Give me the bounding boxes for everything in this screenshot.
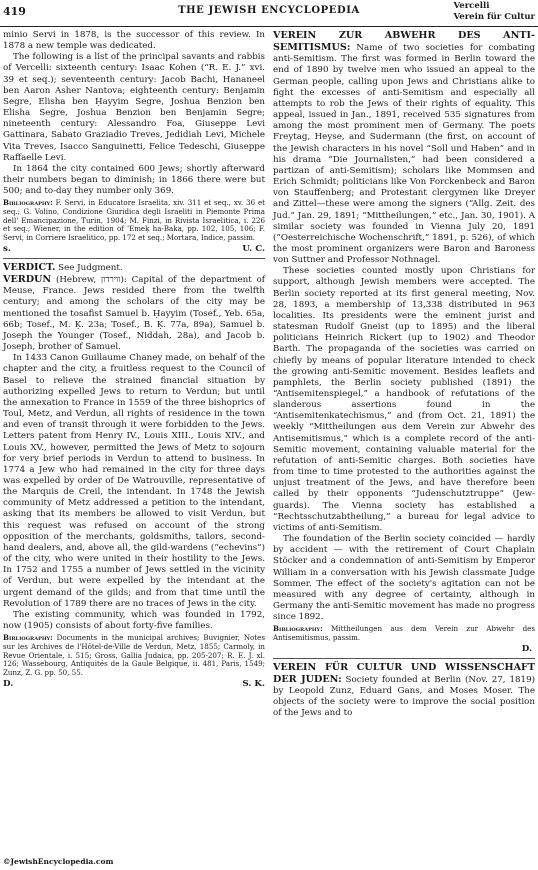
bibliography-label: Bibliography: <box>3 198 53 208</box>
bibliography-text: Documents in the municipal archives; Buvignier, Notes sur les Archives de l'Hôtel-de-Ville de Verdun, Metz, 1855; Carmoly, in Revue Orientale, i. 515; Gross, Gallia Judaica, pp. 205-207; R. E. J. xl. 126; Wassebourg, Antiquités de la Gaule Belgique, ii. 481, Paris, 1549; Zunz, Z. G. pp. 50, 55. <box>3 633 265 677</box>
entry-verdict <box>3 262 265 274</box>
divider <box>273 658 535 659</box>
signature-right: S. K. <box>242 678 265 689</box>
bibliography <box>3 634 265 678</box>
headword: VERDICT. <box>3 262 56 274</box>
entry-verdun <box>3 274 265 353</box>
entry-text: Capital of the department of Meuse, France. Jews resided there from the twelfth century; and among the scholars of the city may be mentioned the tosafist Samuel b. Ḥayyim (Tosef., Yeb. 65a, 66b; Tosef., M. Ḳ. 23a; Tosef., B. Ḳ. 77a, 89a), Samuel b. Joseph the Younger (Tosef., Niddah, 28a), and Jacob b. Joseph, brother of Samuel. <box>3 275 265 353</box>
signature-line <box>3 679 265 690</box>
left-column <box>3 30 265 692</box>
paragraph: The foundation of the Berlin society coincided — hardly by accident — with the retirement of Court Chaplain Stöcker and a condemnation of anti-Semitism by Emperor William in a conversation with his Jewish classmate Judge Sommer. The effect of the society's agitation can not be measured with any degree of certainty, although in Germany the anti-Semitic movement has made no progress since 1892. <box>273 534 535 623</box>
paragraph: In 1433 Canon Guillaume Chaney made, on behalf of the chapter and the city, a fruitless request to the Council of Basel to relieve the strained financial situation by authorizing expelled Jews to return to Verdun; but until the annexation to France in 1559 of the three bishoprics of Toul, Metz, and Verdun, all rights of residence in the town and even of transit through it were forbidden to the Jews. Letters patent from Henry IV., Louis XIII., Louis XIV., and Louis XV., however, permitted the Jews of Metz to sojourn for very brief periods in Verdun to attend to business. In 1774 a Jew who had remained in the city for three days was expelled by order of De Watrouville, representative of the Marquis de Creil, the intendant. In 1748 the Jewish community of Metz addressed a petition to the intendant, asking that its members be allowed to visit Verdun, but this request was refused on account of the strong opposition of the merchants, goldsmiths, tailors, second-hand dealers, and, above all, the gild-wardens (“echevins”) of the city, who were united in their hostility to the Jews. In 1752 and 1755 a number of Jews settled in the vicinity of Verdun, but were expelled by the intendant at the urgent demand of the gilds; and from that time until the Revolution of 1789 there are no traces of Jews in the city. <box>3 353 265 609</box>
paragraph: The following is a list of the principal savants and rabbis of Vercelli: sixteenth century: Isaac Kohen (“R. E. J.” xvi. 39 et seq.); seventeenth century: Jacob Bachi, Hananeel ben Aaron Asher Nantova; eighteenth century: Benjamin Segre, Elisha ben Ḥayyim Segre, Joshua Benzion ben Elisha Segre, Joshua Benzion ben Benjamin Segre; nineteenth century: Alessandro Foa, Giuseppe Levi Gattinara, Sabato Graziadio Treves, Jedidiah Levi, Michele Vita Treves, Isacco Sanguinetti, Felice Tedeschi, Giuseppe Raffaelle Levi. <box>3 52 265 163</box>
running-title: THE JEWISH ENCYCLOPEDIA <box>178 5 360 16</box>
signature-left: D. <box>3 678 14 689</box>
entry-verein-abwehr <box>273 30 535 266</box>
signature-right: D. <box>521 643 532 654</box>
bibliography-label: Bibliography: <box>3 633 53 643</box>
divider <box>3 258 265 259</box>
catchwords <box>453 1 535 23</box>
headword: VERDUN <box>3 274 52 286</box>
bibliography-text: F. Servi, in Educatore Israelita, xiv. 311 et seq., xv. 36 et seq.; G. Volino, Condizione Giuridica degli Israeliti in Piemonte Prima dell' Emancipazione, Turin, 1904; M. Finzi, in Rivista Israelitica, i. 226 et seq.; Wiener, in the edition of 'Emeḳ ha-Baka, pp. 102, 105, 106; F. Servi, in Corriere Israelitico, pp. 172 et seq.; Mortara, Indice, passim. <box>3 198 265 243</box>
signature-left: s. <box>3 243 11 254</box>
entry-text: Society founded at Berlin (Nov. 27, 1819) by Leopold Zunz, Eduard Gans, and Moses Moser. The objects of the society were to improve the social position of the Jews and to <box>273 675 535 719</box>
paragraph: The existing community, which was founded in 1792, now (1905) consists of about forty-five families. <box>3 609 265 632</box>
headword: VEREIN ZUR ABWEHR DES ANTI-SEMITISMUS: <box>273 30 535 54</box>
page-number: 419 <box>3 5 26 18</box>
bibliography <box>3 199 265 243</box>
page-header <box>0 0 538 27</box>
entry-text: See Judgment. <box>55 263 123 274</box>
paragraph: minio Servi in 1878, is the successor of this review. In 1878 a new temple was dedicated. <box>3 30 265 52</box>
bibliography <box>273 625 535 642</box>
bibliography-text: Mittheilungen aus dem Verein zur Abwehr des Antisemitismus, passim. <box>273 624 535 642</box>
signature-line <box>3 244 265 255</box>
signature-right: U. C. <box>242 243 265 254</box>
catchword-top: Vercelli <box>453 1 490 11</box>
right-column <box>273 30 535 720</box>
entry-text: Name of two societies for combating anti-Semitism. The first was formed in Berlin toward the end of 1890 by twelve men who issued an appeal to the German people, calling upon Jews and Christians alike to fight the excesses of anti-Semitism and especially all attempts to rob the Jews of their rights of equality. This appeal, issued in Jan., 1891, received 535 signatures from among the most prominent men of Germany. The poets Freytag, Heyse, and Sudermann (the first, on account of the Jewish characters in his novel “Soll und Haben” and in his drama “Die Journalisten,” had been considered a partizan of anti-Semitism); scholars like Mommsen and Erich Schmidt; politicians like Von Forckenbeck and Baron von Stauffenberg; and Protestant clergymen like Dreyer and Zittel—these were among the signers (“Allg. Zeit. des Jud.” Jan. 29, 1891; “Mittheilungen,” etc., Jan. 30, 1901). A similar society was founded in Vienna July 20, 1891 (“Oesterreichische Wochenschrift,” 1891, p. 526), of which the most prominent organizers were Baron and Baroness von Suttner and Professor Nothnagel. <box>273 43 535 266</box>
entry-verein-cultur <box>273 662 535 720</box>
hebrew-name: (Hebrew, ווירדון): <box>51 275 132 286</box>
catchword-bottom: Verein für Cultur <box>453 12 535 22</box>
signature-line <box>273 644 535 655</box>
bibliography-label: Bibliography: <box>273 624 323 634</box>
paragraph: In 1864 the city contained 600 Jews; shortly afterward their numbers began to diminish; in 1866 there were but 500; and to-day they number only 369. <box>3 163 265 197</box>
paragraph: These societies counted mostly upon Christians for support, although Jewish members were accepted. The Berlin society reported at its first general meeting, Nov. 28, 1893, a membership of 13,338 distributed in 963 localities. Its presidents were the eminent jurist and statesman Rudolf Gneist (up to 1895) and the liberal politicians Heinrich Rickert (up to 1902) and Theodor Barth. The propaganda of the societies was carried on chiefly by means of popular literature intended to check the growing anti-Semitic movement. Besides leaflets and pamphlets, the Berlin society published (1891) the “Antisemitenspiegel,” a handbook of refutations of the slanderous assertions found in the “Antisemitenkatechismus,” and (from Oct. 21, 1891) the weekly “Mittheilungen aus dem Verein zur Abwehr des Antisemitismus,” which is a complete record of the anti-Semitic movement, containing valuable material for the refutation of anti-Semitic charges. Both societies have from time to time protested to the authorities against the unjust treatment of the Jews, and have therefore been called by their opponents “Judenschutztruppe” (Jew-guards). The Vienna society has established a “Rechtsschutzabtheilung,” a bureau for legal advice to victims of anti-Semitism. <box>273 266 535 533</box>
site-credit: ©JewishEncyclopedia.com <box>3 857 114 866</box>
headword: VEREIN FÜR CULTUR UND WISSENSCHAFT DER JUDEN: <box>273 661 535 685</box>
